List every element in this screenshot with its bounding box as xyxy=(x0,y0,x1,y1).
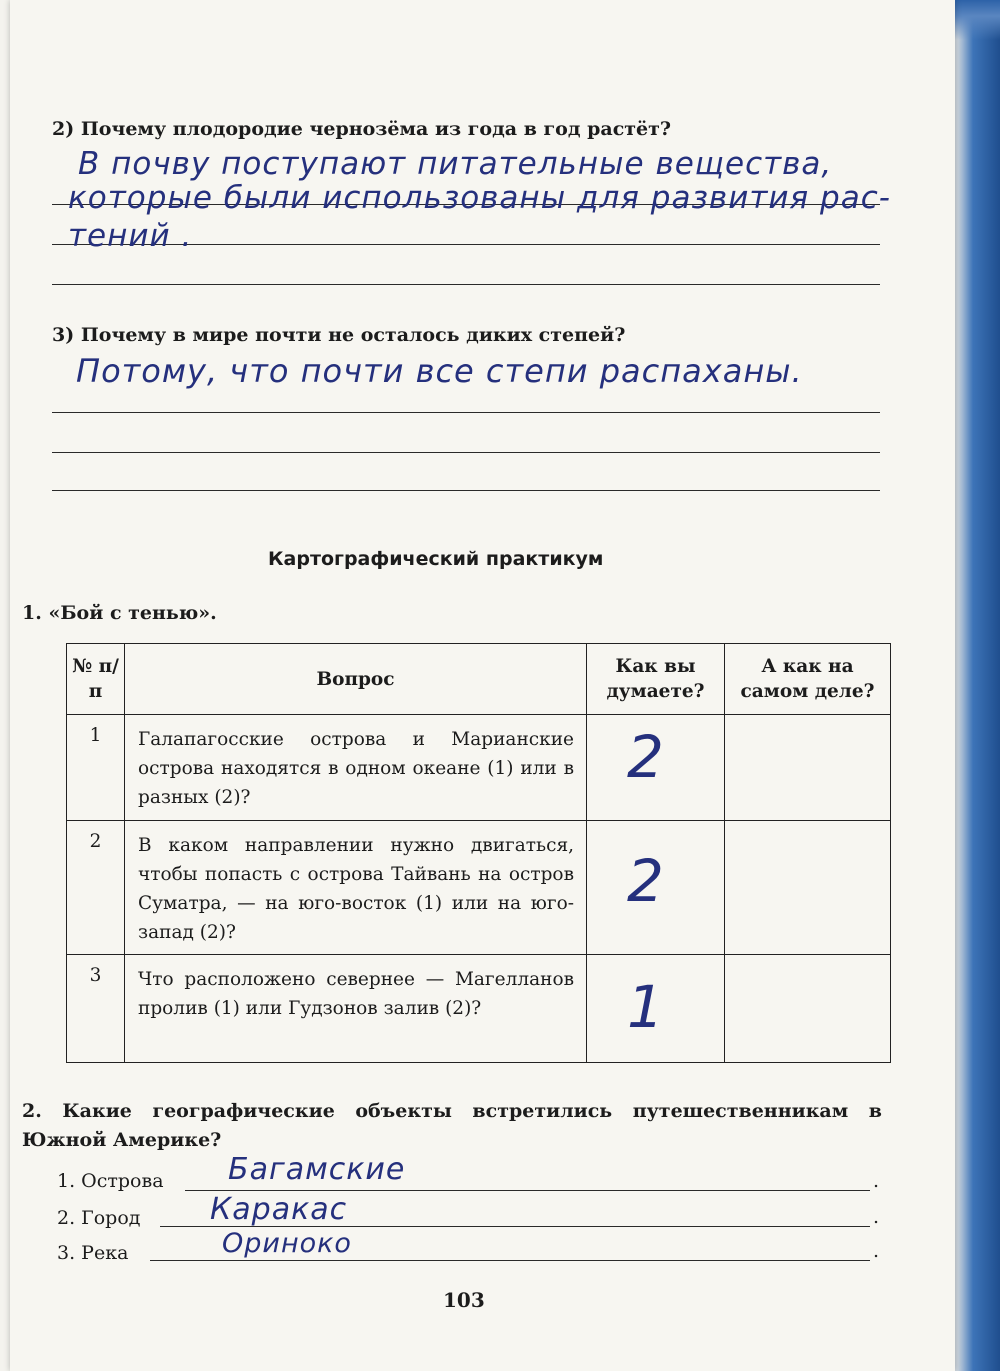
item-label-river: 3. Река xyxy=(57,1242,129,1264)
answer-2-line-1: В почву поступают питательные вещества, xyxy=(78,146,833,182)
row-actual xyxy=(725,955,891,1063)
line-end-dot: . xyxy=(873,1206,880,1228)
header-question: Вопрос xyxy=(125,644,587,715)
guess-digit: 2 xyxy=(627,723,664,791)
row-guess xyxy=(587,821,725,955)
workbook-page xyxy=(10,0,955,1371)
answer-2-line-3: тений . xyxy=(68,218,193,254)
guess-digit: 1 xyxy=(627,973,664,1041)
header-guess: Как вы думаете? xyxy=(587,644,725,715)
table-header-row xyxy=(67,644,891,715)
row-question: В каком направлении нужно двигаться, чтобы попасть с острова Тайвань на остров Суматра, — на юго-восток (1) или на юго-запад (2)? xyxy=(125,821,587,955)
row-guess xyxy=(587,955,725,1063)
question-3: 3) Почему в мире почти не осталось диких степей? xyxy=(52,324,626,346)
guess-digit: 2 xyxy=(627,847,664,915)
line-end-dot: . xyxy=(873,1240,880,1262)
section-title: Картографический практикум xyxy=(268,548,604,570)
row-number: 2 xyxy=(67,821,125,955)
answer-line xyxy=(52,412,880,413)
question-2: 2) Почему плодородие чернозёма из года в год растёт? xyxy=(52,118,672,140)
task-1-title: 1. «Бой с тенью». xyxy=(22,602,217,624)
header-actual: А как на самом деле? xyxy=(725,644,891,715)
row-actual xyxy=(725,715,891,821)
row-question: Галапагосские острова и Марианские острова находятся в одном океане (1) или в разных (2)? xyxy=(125,715,587,821)
item-label-islands: 1. Острова xyxy=(57,1170,164,1192)
answer-2-line-2: которые были использованы для развития рас- xyxy=(68,180,891,216)
answer-line xyxy=(160,1226,870,1227)
row-number: 1 xyxy=(67,715,125,821)
row-number: 3 xyxy=(67,955,125,1063)
answer-3-line-1: Потому, что почти все степи распаханы. xyxy=(76,352,803,390)
answer-line xyxy=(52,452,880,453)
item-answer-city: Каракас xyxy=(210,1192,348,1227)
row-guess xyxy=(587,715,725,821)
table-row xyxy=(67,715,891,821)
item-answer-islands: Багамские xyxy=(228,1152,406,1187)
item-label-city: 2. Город xyxy=(57,1207,141,1229)
answer-line xyxy=(52,284,880,285)
table-row xyxy=(67,821,891,955)
table-row xyxy=(67,955,891,1063)
quiz-table xyxy=(66,643,891,1063)
page-number: 103 xyxy=(443,1288,485,1312)
answer-line xyxy=(185,1190,870,1191)
item-answer-river: Ориноко xyxy=(222,1228,352,1259)
header-number: № п/п xyxy=(67,644,125,715)
line-end-dot: . xyxy=(873,1170,880,1192)
task-2-title: 2. Какие географические объекты встретились путешественникам в Южной Америке? xyxy=(22,1100,882,1151)
answer-line xyxy=(52,490,880,491)
answer-line xyxy=(150,1260,870,1261)
row-actual xyxy=(725,821,891,955)
row-question: Что расположено севернее — Магелланов пролив (1) или Гудзонов залив (2)? xyxy=(125,955,587,1063)
